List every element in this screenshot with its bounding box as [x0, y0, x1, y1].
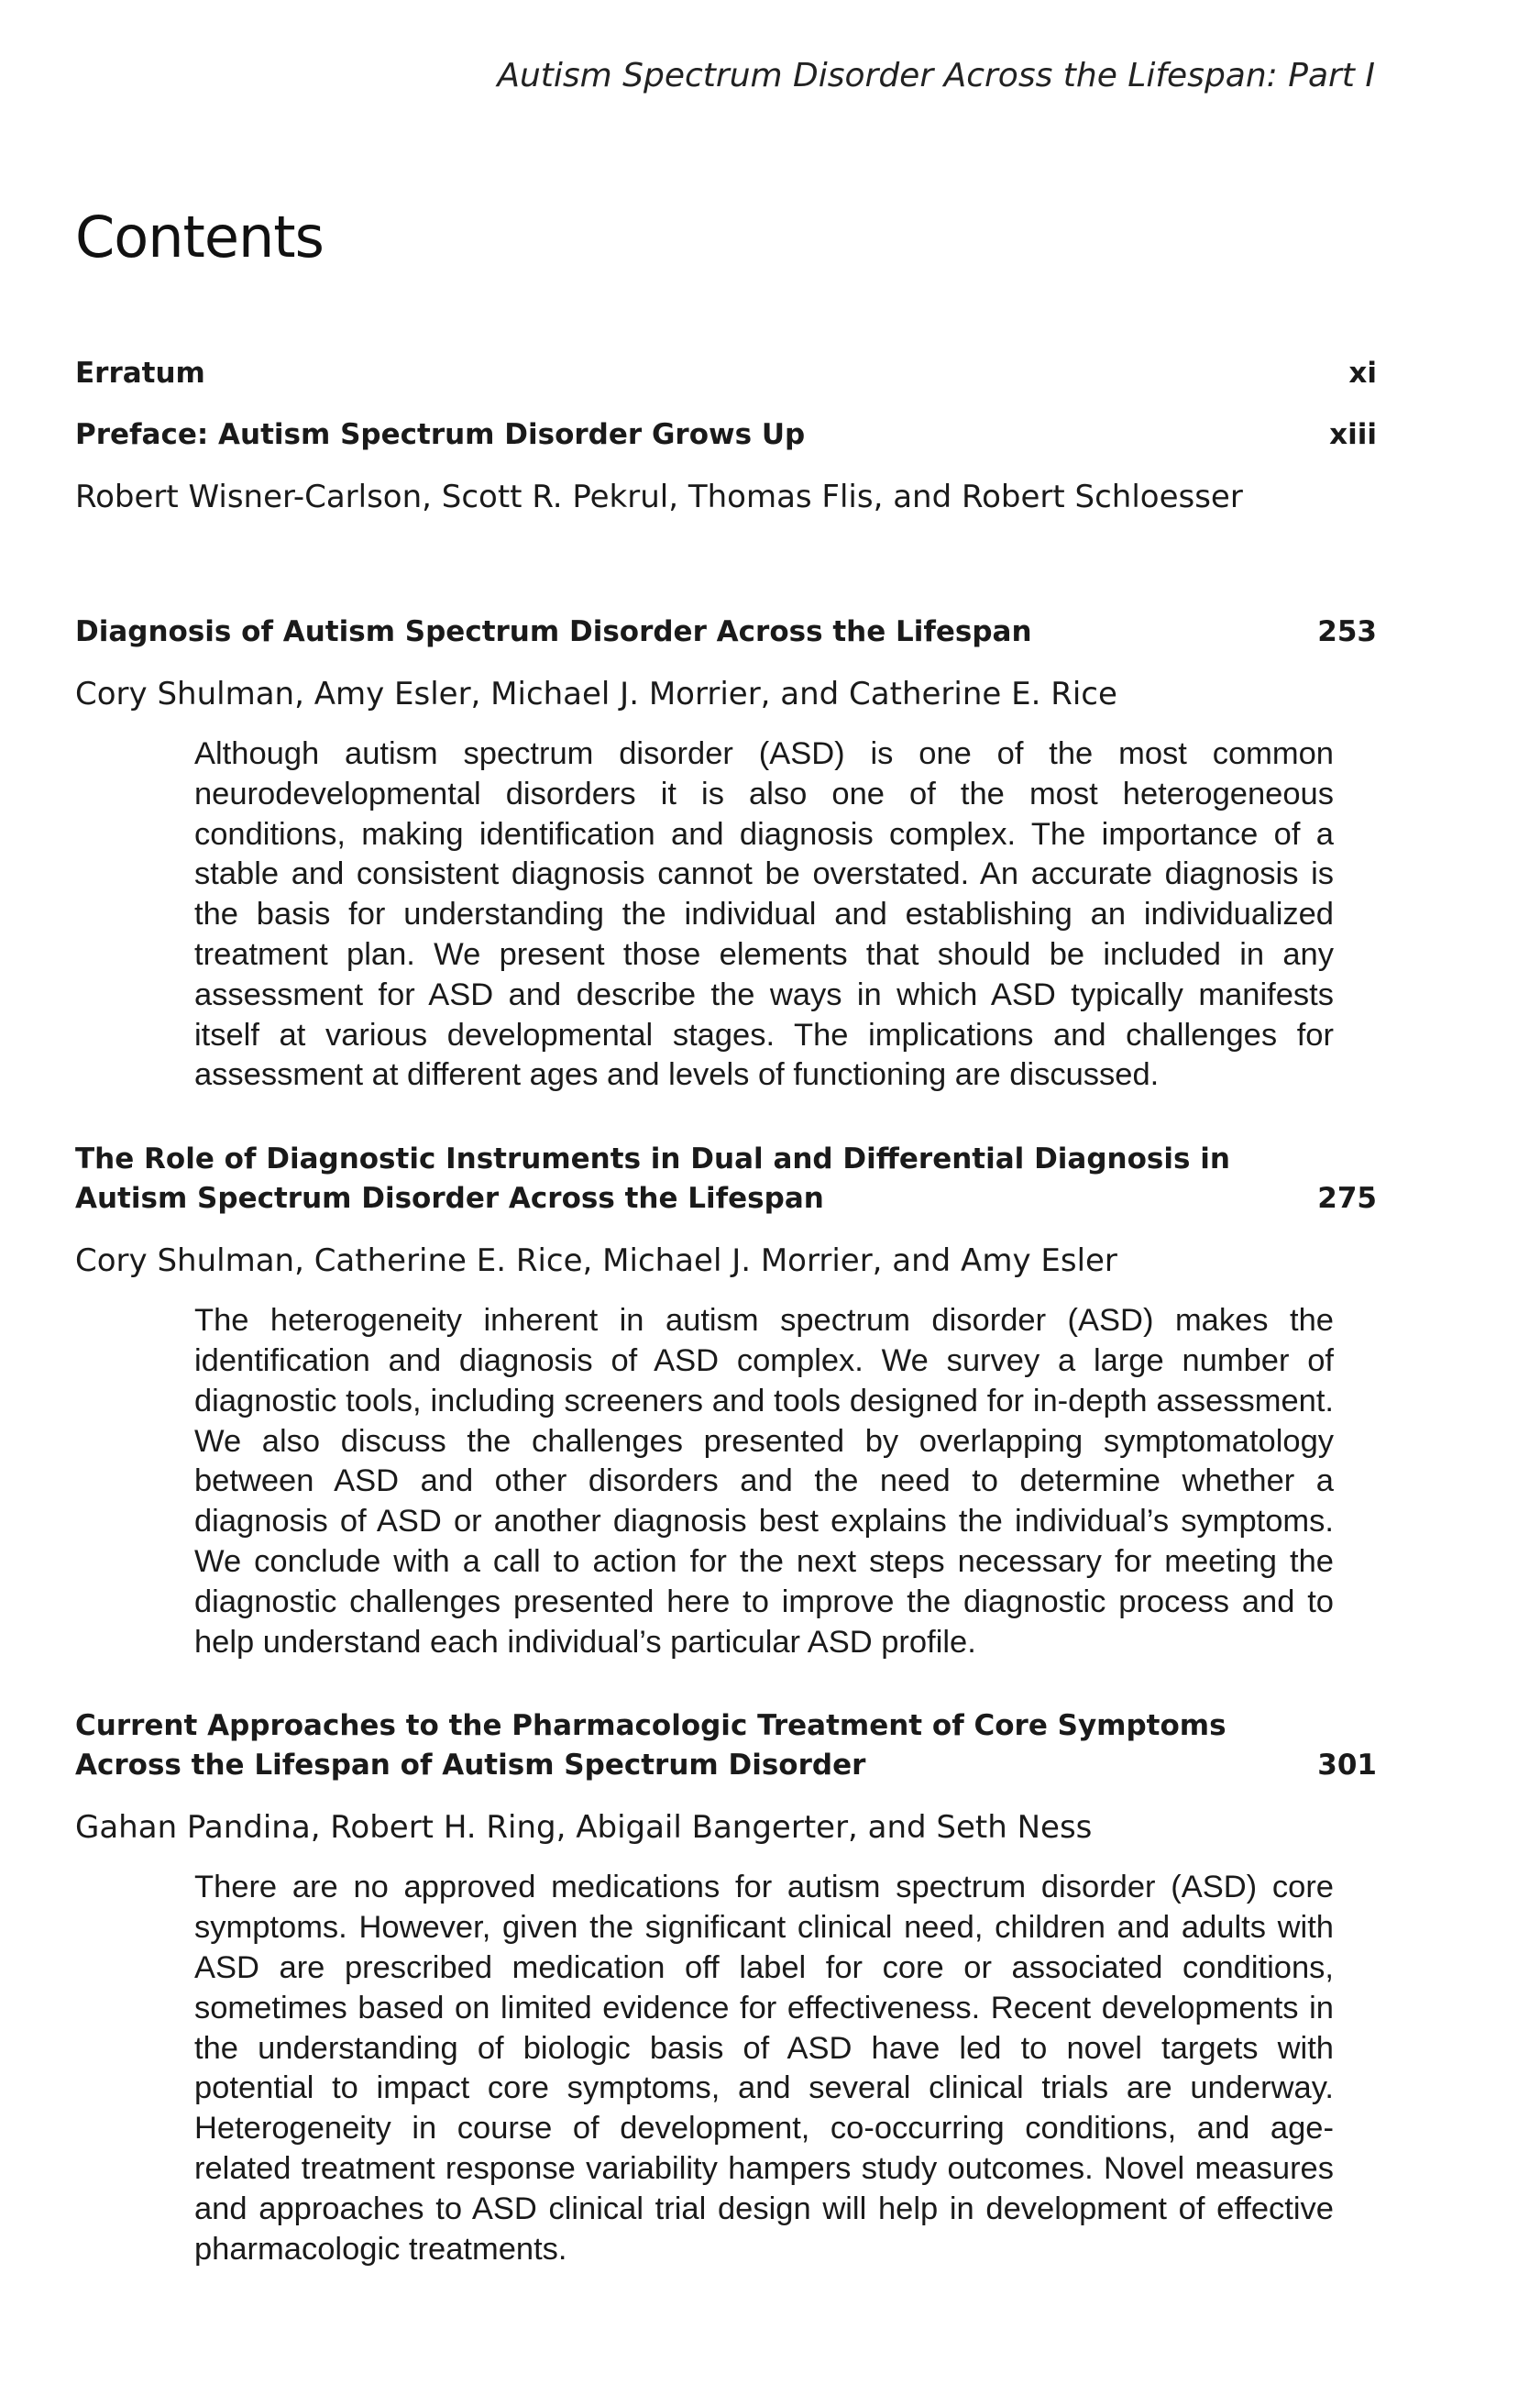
entry-title-text: Erratum [75, 357, 205, 390]
toc-entry-diagnosis[interactable] [75, 613, 1377, 1096]
entry-title-text: Preface: Autism Spectrum Disorder Grows Up [75, 418, 806, 451]
page-number: 275 [1317, 1182, 1377, 1216]
toc-entry-erratum[interactable] [75, 354, 1377, 393]
table-of-contents [75, 354, 1377, 2269]
entry-abstract: The heterogeneity inherent in autism spectrum disorder (ASD) makes the identification and diagnosis of ASD complex. We survey a large number of diagnostic tools, including screeners and tools designed for in-depth assessment. We also discuss the challenges presented by overlapping symptomatology between ASD and other disorders and the need to determine whether a diagnosis of ASD or another diagnosis best explains the individual’s symptoms. We conclude with a call to action for the next steps necessary for meeting the diagnostic challenges presented here to improve the diagnostic process and to help understand each individual’s particular ASD profile. [194, 1303, 1334, 1660]
toc-entry-title[interactable] [75, 1706, 1377, 1785]
toc-entry-preface[interactable] [75, 415, 1377, 517]
entry-authors: Cory Shulman, Catherine E. Rice, Michael J. Morrier, and Amy Esler [75, 1242, 1117, 1280]
toc-entry-title[interactable] [75, 613, 1377, 652]
toc-entry-diagnostic-instruments[interactable] [75, 1140, 1377, 1662]
page-title: Contents [75, 204, 324, 270]
toc-entry-title[interactable] [75, 1140, 1377, 1219]
entry-title-text: Current Approaches to the Pharmacologic Treatment of Core Symptoms Across the Lifespan of Autism Spectrum Disorder [75, 1709, 1226, 1782]
entry-authors: Cory Shulman, Amy Esler, Michael J. Morrier, and Catherine E. Rice [75, 676, 1117, 712]
entry-authors: Gahan Pandina, Robert H. Ring, Abigail Bangerter, and Seth Ness [75, 1809, 1093, 1847]
entry-abstract: There are no approved medications for autism spectrum disorder (ASD) core symptoms. However, given the significant clinical need, children and adults with ASD are prescribed medication off label for core or associated conditions, sometimes based on limited evidence for effectiveness. Recent developments in the understanding of biologic basis of ASD have led to novel targets with potential to impact core symptoms, and several clinical trials are underway. Heterogeneity in course of development, co-occurring conditions, and age-related treatment response variability hampers study outcomes. Novel measures and approaches to ASD clinical trial design will help in development of effective pharmacologic treatments. [194, 1870, 1334, 2267]
toc-entry-title[interactable] [75, 354, 1377, 393]
entry-abstract: Although autism spectrum disorder (ASD) is one of the most common neurodevelopmental disorders it is also one of the most heterogeneous conditions, making identification and diagnosis complex. The importance of a stable and consistent diagnosis cannot be overstated. An accurate diagnosis is the basis for understanding the individual and establishing an individualized treatment plan. We present those elements that should be included in any assessment for ASD and describe the ways in which ASD typically manifests itself at various developmental stages. The implications and challenges for assessment at different ages and levels of functioning are discussed. [194, 736, 1334, 1093]
page-number: 253 [1317, 615, 1377, 648]
toc-entry-title[interactable] [75, 415, 1377, 455]
entry-authors: Robert Wisner-Carlson, Scott R. Pekrul, Thomas Flis, and Robert Schloesser [75, 479, 1243, 515]
page-number: xiii [1329, 418, 1377, 451]
running-head: Autism Spectrum Disorder Across the Lifespan: Part I [497, 57, 1375, 94]
entry-title-text: Diagnosis of Autism Spectrum Disorder Across the Lifespan [75, 615, 1032, 648]
toc-entry-pharmacologic-treatment[interactable] [75, 1706, 1377, 2269]
page-number: 301 [1317, 1749, 1377, 1782]
page-number: xi [1348, 357, 1377, 390]
entry-title-text: The Role of Diagnostic Instruments in Dual and Differential Diagnosis in Autism Spectrum Disorder Across the Lifespan [75, 1142, 1230, 1216]
